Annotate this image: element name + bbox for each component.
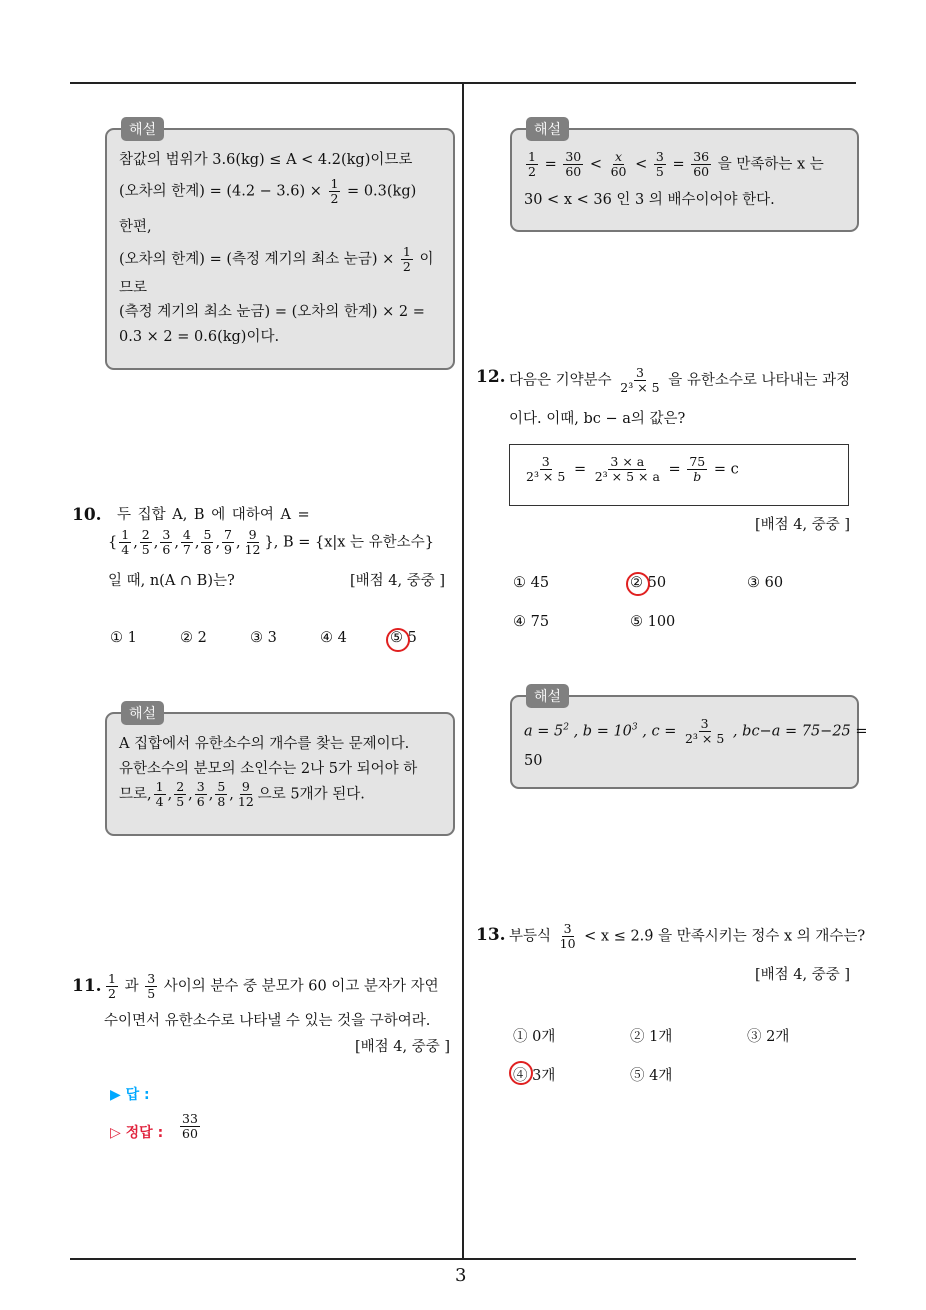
question-number: 11. [72, 976, 102, 996]
solution-tag: 해설 [121, 701, 164, 725]
option-1[interactable]: ① 1 [110, 630, 137, 646]
solution-line: (측정 계기의 최소 눈금) = (오차의 한계) × 2 = [119, 304, 425, 320]
solution-line: 참값의 범위가 3.6(kg) ≤ A < 4.2(kg)이므로 [119, 152, 413, 168]
answer-input-label[interactable]: ▶ 답 : [110, 1087, 150, 1103]
option-3[interactable]: ③ 3 [250, 630, 277, 646]
question-text: 두 집합 A, B 에 대하여 A = [117, 507, 310, 523]
correct-answer-label: ▷ 정답 : [110, 1125, 164, 1141]
option-2[interactable]: ② 2 [180, 630, 207, 646]
question-text: 이다. 이때, bc − a의 값은? [509, 411, 686, 427]
selected-answer-mark [626, 572, 650, 596]
correct-answer-value: $\frac{33}{60}$ [182, 1111, 198, 1141]
option-2[interactable]: ② 50 [630, 575, 667, 591]
solution-line: 한편, [119, 219, 152, 235]
solution-line: (오차의 한계) = (측정 계기의 최소 눈금) × $\frac{1}{2}$ 이 [119, 244, 434, 274]
question-number: 12. [476, 367, 506, 387]
solution-tag: 해설 [526, 117, 569, 141]
solution-line: $\frac{1}{2}$ = $\frac{30}{60}$ < $\frac{x}{60}$ < $\frac{3}{5}$ = $\frac{36}{60}$ 을 만족하는 x 는 [528, 149, 824, 179]
solution-line: (오차의 한계) = (4.2 − 3.6) × $\frac{1}{2}$ = 0.3(kg) [119, 176, 417, 206]
solution-box-q12 [510, 689, 868, 789]
points-label: [배점 4, 중중 ] [350, 573, 446, 589]
bottom-rule [70, 1258, 856, 1260]
question-text: 부등식 $\frac{3}{10}$ < x ≤ 2.9̇ 을 만족시키는 정수 x 의 개수는? [509, 921, 866, 951]
solution-line: 0.3 × 2 = 0.6(kg)이다. [119, 329, 280, 345]
solution-line: 므로 [119, 280, 148, 296]
solution-box-q9 [105, 122, 455, 370]
option-1[interactable]: ① 0개 [513, 1029, 556, 1045]
option-3[interactable]: ③ 2개 [747, 1029, 790, 1045]
solution-line: 50 [524, 753, 543, 769]
points-label: [배점 4, 중중 ] [755, 517, 851, 533]
option-2[interactable]: ② 1개 [630, 1029, 673, 1045]
option-5[interactable]: ⑤ 5 [390, 630, 417, 646]
option-4[interactable]: ④ 75 [513, 614, 550, 630]
option-1[interactable]: ① 45 [513, 575, 550, 591]
option-5[interactable]: ⑤ 4개 [630, 1068, 673, 1084]
option-4[interactable]: ④ 4 [320, 630, 347, 646]
question-text: $\frac{1}{2}$ 과 $\frac{3}{5}$ 사이의 분수 중 분모가 60 이고 분자가 자연 [108, 971, 439, 1001]
selected-answer-mark [386, 628, 410, 652]
equation-box: $\frac{3}{\text{2³ × 5}}$ = $\frac{3 \times a}{\text{2³ × 5 × a}}$ = $\frac{75}{b}$ = c [509, 444, 849, 506]
question-text: 일 때, n(A ∩ B)는? [108, 573, 235, 589]
solution-line: 30 < x < 36 인 3 의 배수이어야 한다. [524, 192, 775, 208]
selected-answer-mark [509, 1061, 533, 1085]
solution-box-q11 [510, 122, 859, 232]
solution-line: 유한소수의 분모의 소인수는 2나 5가 되어야 하 [119, 761, 418, 777]
question-number: 10. [72, 505, 102, 525]
solution-tag: 해설 [526, 684, 569, 708]
column-divider [462, 83, 464, 1258]
question-text: 다음은 기약분수 $\frac{3}{\text{2³ × 5}}$ 을 유한소수로 나타내는 과정 [509, 365, 851, 395]
solution-tag: 해설 [121, 117, 164, 141]
question-number: 13. [476, 925, 506, 945]
solution-line: 므로, $\frac{1}{4}$ , $\frac{2}{5}$ , $\frac{3}{6}$ , $\frac{5}{8}$ , $\frac{9}{12}$ 으로 5개가 된다. [119, 779, 365, 809]
solution-box-q10 [105, 706, 455, 836]
option-4[interactable]: ④ 3개 [513, 1068, 556, 1084]
points-label: [배점 4, 중중 ] [355, 1039, 451, 1055]
question-set-a: { $\frac{1}{4}$ , $\frac{2}{5}$ , $\frac{3}{6}$ , $\frac{4}{7}$ , $\frac{5}{8}$ , $\frac{7}{9}$ , $\frac{9}{12}$ }, B = {x|x 는 유한소수} [108, 527, 434, 557]
points-label: [배점 4, 중중 ] [755, 967, 851, 983]
solution-line: $a = 5^2$ , $b = 10^3$ , c = $\frac{3}{\text{2³ × 5}}$ , bc−a = 75−25 = [524, 716, 868, 746]
option-3[interactable]: ③ 60 [747, 575, 784, 591]
solution-line: A 집합에서 유한소수의 개수를 찾는 문제이다. [119, 736, 410, 752]
option-5[interactable]: ⑤ 100 [630, 614, 676, 630]
page-number: 3 [455, 1265, 467, 1286]
question-text: 수이면서 유한소수로 나타낼 수 있는 것을 구하여라. [104, 1013, 431, 1029]
